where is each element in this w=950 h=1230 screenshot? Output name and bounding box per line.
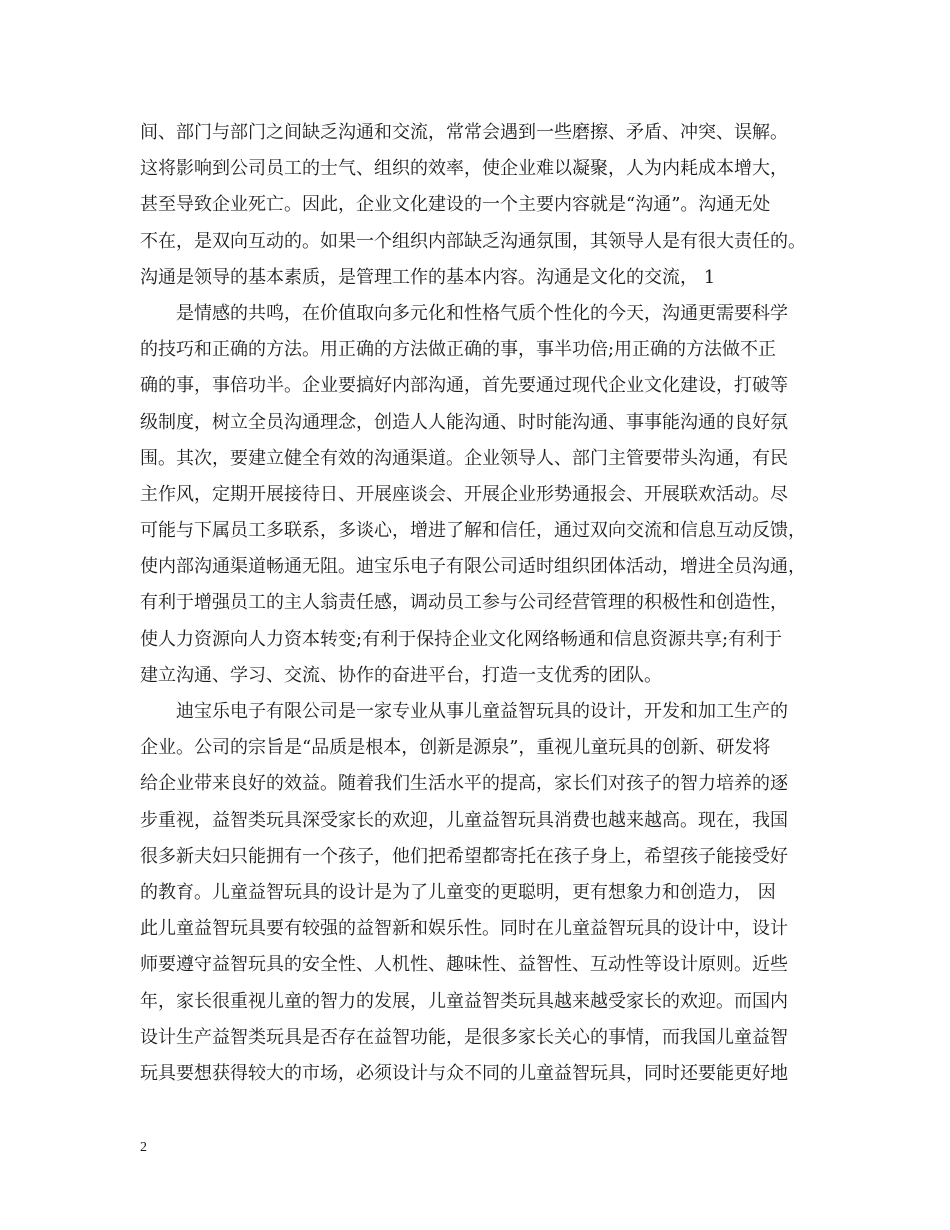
paragraph-first-line: 迪宝乐电子有限公司是一家专业从事儿童益智玩具的设计，开发和加工生产的 (176, 701, 788, 722)
text-line: 步重视，益智类玩具深受家长的欢迎，儿童益智玩具消费也越来越高。现在，我国 (140, 809, 788, 831)
text-line: 可能与下属员工多联系，多谈心，增进了解和信任，通过双向交流和信息互动反馈， (140, 520, 806, 542)
text-line: 甚至导致企业死亡。因此，企业文化建设的一个主要内容就是“沟通”。沟通无处 (140, 194, 771, 216)
text-line: 建立沟通、学习、交流、协作的奋进平台，打造一支优秀的团队。 (140, 664, 662, 686)
text-line: 间、部门与部门之间缺乏沟通和交流，常常会遇到一些磨擦、矛盾、冲突、误解。 (140, 122, 788, 143)
text-line: 主作风，定期开展接待日、开展座谈会、开展企业形势通报会、开展联欢活动。尽 (140, 483, 788, 505)
text-line: 级制度，树立全员沟通理念，创造人人能沟通、时时能沟通、事事能沟通的良好氛 (140, 411, 788, 433)
text-line: 这将影响到公司员工的士气、组织的效率，使企业难以凝聚，人为内耗成本增大， (140, 158, 788, 180)
text-line: 使内部沟通渠道畅通无阻。迪宝乐电子有限公司适时组织团体活动，增进全员沟通， (140, 556, 806, 578)
text-line: 设计生产益智类玩具是否存在益智功能，是很多家长关心的事情，而我国儿童益智 (140, 1026, 788, 1048)
page-number: 2 (140, 1140, 147, 1155)
text-line: 师要遵守益智玩具的安全性、人机性、趣味性、益智性、互动性等设计原则。近些 (140, 954, 788, 976)
text-line: 给企业带来良好的效益。随着我们生活水平的提高，家长们对孩子的智力培养的逐 (140, 773, 788, 795)
text-line: 此儿童益智玩具要有较强的益智新和娱乐性。同时在儿童益智玩具的设计中，设计 (140, 918, 788, 940)
body-text (140, 115, 830, 1092)
text-line: 围。其次，要建立健全有效的沟通渠道。企业领导人、部门主管要带头沟通，有民 (140, 447, 788, 469)
text-line: 沟通是领导的基本素质，是管理工作的基本内容。沟通是文化的交流， 1 (140, 266, 716, 288)
text-line: 玩具要想获得较大的市场，必须设计与众不同的儿童益智玩具，同时还要能更好地 (140, 1062, 788, 1084)
text-line: 的技巧和正确的方法。用正确的方法做正确的事，事半功倍;用正确的方法做不正 (140, 339, 777, 361)
text-line: 确的事，事倍功半。企业要搞好内部沟通，首先要通过现代企业文化建设，打破等 (140, 375, 788, 397)
paragraph-first-line: 是情感的共鸣，在价值取向多元化和性格气质个性化的今天，沟通更需要科学 (176, 302, 788, 324)
text-line: 有利于增强员工的主人翁责任感，调动员工参与公司经营管理的积极性和创造性， (140, 592, 788, 614)
text-line: 企业。公司的宗旨是“品质是根本，创新是源泉”，重视儿童玩具的创新、研发将 (140, 737, 771, 759)
text-line: 很多新夫妇只能拥有一个孩子，他们把希望都寄托在孩子身上，希望孩子能接受好 (140, 845, 788, 867)
text-line: 年，家长很重视儿童的智力的发展，儿童益智类玩具越来越受家长的欢迎。而国内 (140, 990, 788, 1012)
text-line: 使人力资源向人力资本转变;有利于保持企业文化网络畅通和信息资源共享;有利于 (140, 628, 783, 650)
text-line: 的教育。儿童益智玩具的设计是为了儿童变的更聪明，更有想象力和创造力， 因 (140, 881, 776, 903)
text-line: 不在，是双向互动的。如果一个组织内部缺乏沟通氛围，其领导人是有很大责任的。 (140, 230, 806, 252)
